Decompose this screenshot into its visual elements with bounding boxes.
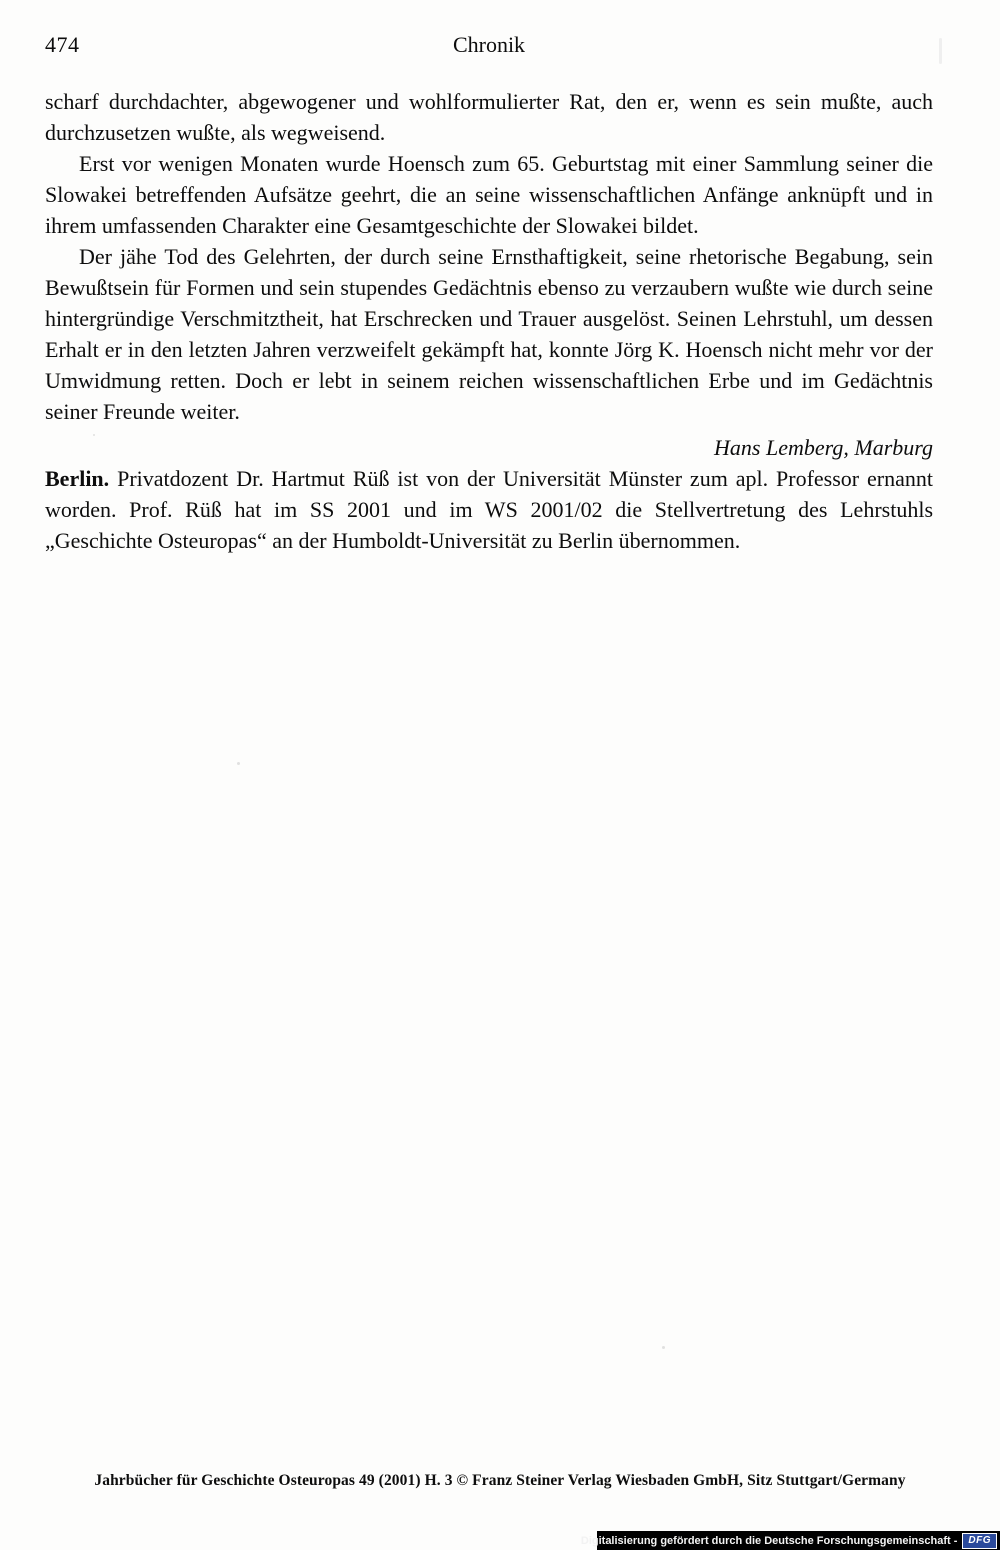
author-signature: Hans Lemberg, Marburg	[714, 435, 933, 460]
paragraph-berlin-entry	[45, 463, 933, 556]
berlin-entry-lead: Berlin.	[45, 466, 110, 491]
running-head	[45, 32, 933, 62]
paragraph-anniversary: Erst vor wenigen Monaten wurde Hoensch zum 65. Geburtstag mit einer Sammlung seiner die Slowakei betreffenden Aufsätze geehrt, die an seine wissenschaftlichen Anfänge anknüpft und in ihrem umfassenden Charakter eine Gesamtgeschichte der Slowakei bildet.	[45, 151, 933, 238]
digitization-bar	[580, 1531, 1000, 1550]
scan-artifact	[93, 434, 95, 436]
journal-imprint: Jahrbücher für Geschichte Osteuropas 49 (2001) H. 3 © Franz Steiner Verlag Wiesbaden GmbH, Sitz Stuttgart/Germany	[94, 1472, 906, 1489]
section-title: Chronik	[452, 32, 526, 57]
scan-artifact	[662, 1346, 665, 1349]
paragraph-continuation: scharf durchdachter, abgewogener und wohlformulierter Rat, den er, wenn es sein mußte, auch durchzusetzen wußte, als wegweisend.	[45, 89, 933, 145]
text-column	[45, 86, 933, 556]
digitization-credit-text: Digitalisierung gefördert durch die Deutsche Forschungsgemeinschaft -	[580, 1534, 958, 1547]
scan-artifact	[237, 762, 240, 765]
dfg-logo: DFG	[962, 1533, 997, 1549]
berlin-entry-text: Privatdozent Dr. Hartmut Rüß ist von der Universität Münster zum apl. Professor ernannt worden. Prof. Rüß hat im SS 2001 und im WS 2001/02 die Stellvertretung des Lehrstuhls „Geschichte Osteuropas“ an der Humboldt-Universität zu Berlin übernommen.	[45, 466, 933, 553]
page-number: 474	[45, 32, 80, 57]
paragraph-obituary: Der jähe Tod des Gelehrten, der durch seine Ernsthaftigkeit, seine rhetorische Begabung, sein Bewußtsein für Formen und sein stupendes Gedächtnis ebenso zu verzaubern wußte wie durch seine hintergründige Verschmitztheit, hat Erschrecken und Trauer ausgelöst. Seinen Lehrstuhl, um dessen Erhalt er in den letzten Jahren verzweifelt gekämpft hat, konnte Jörg K. Hoensch nicht mehr vor der Umwidmung retten. Doch er lebt in seinem reichen wissenschaftlichen Erbe und im Gedächtnis seiner Freunde weiter.	[45, 244, 933, 424]
scan-artifact	[939, 38, 942, 64]
